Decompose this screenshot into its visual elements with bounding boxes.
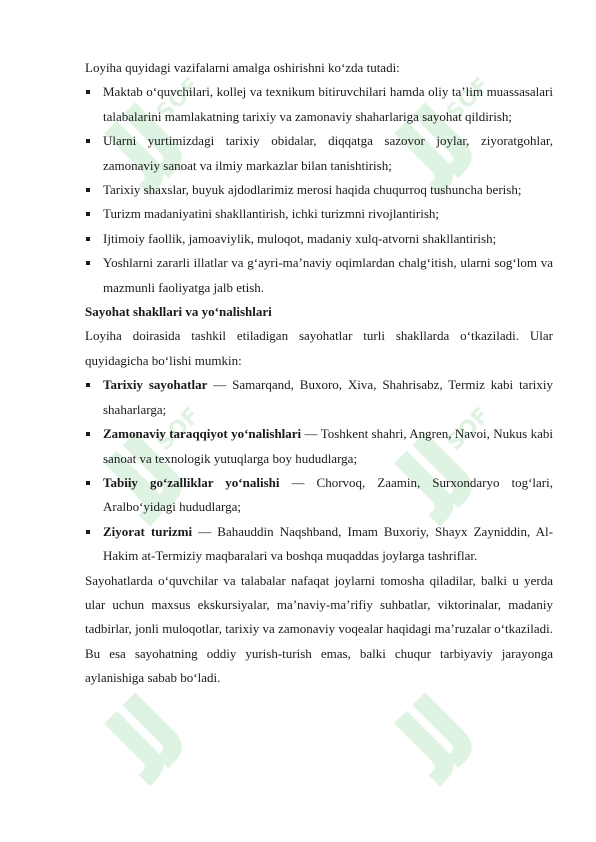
list-item — [85, 422, 553, 471]
section-intro-paragraph: Loyiha doirasida tashkil etiladigan sayohatlar turli shakllarda o‘tkaziladi. Ular quyidagicha bo‘lishi mumkin: — [85, 328, 553, 368]
task-list — [85, 80, 553, 300]
list-item-term: Tabiiy go‘zalliklar yo‘nalishi — [103, 474, 280, 490]
list-item-desc: — Toshkent shahri, Angren, Navoi, Nukus kabi sanoat va texnologik yutuqlarga boy hududlarga; — [103, 426, 553, 466]
list-item: Ijtimoiy faollik, jamoaviylik, muloqot, madaniy xulq-atvorni shakllantirish; — [85, 227, 553, 251]
watermark-text: SOF — [442, 403, 495, 456]
watermark-text: SOF — [442, 73, 495, 126]
intro-paragraph: Loyiha quyidagi vazifalarni amalga oshirishni ko‘zda tutadi: — [85, 60, 400, 75]
list-item: Tarixiy shaxslar, buyuk ajdodlarimiz merosi haqida chuqurroq tushuncha berish; — [85, 178, 553, 202]
list-item-term: Ziyorat turizmi — [103, 523, 193, 539]
list-item: Maktab o‘quvchilari, kollej va texnikum bitiruvchilari hamda oliy ta’lim muassasalari talabalarini mamlakatning tarixiy va zamonaviy shaharlariga sayohat qildirish; — [85, 80, 553, 129]
list-item-desc: — Samarqand, Buxoro, Xiva, Shahrisabz, Termiz kabi tarixiy shaharlarga; — [103, 377, 553, 417]
list-item: Ularni yurtimizdagi tarixiy obidalar, diqqatga sazovor joylar, ziyoratgohlar, zamonaviy sanoat va ilmiy markazlar bilan tanishtirish; — [85, 129, 553, 178]
list-item-desc: — Bahauddin Naqshband, Imam Buxoriy, Shayx Zayniddin, Al-Hakim at-Termiziy maqbaralari va boshqa muqaddas joylarga tashriflar. — [103, 523, 553, 564]
watermark-text: SOF — [152, 73, 205, 126]
watermark-text: SOF — [152, 403, 205, 456]
list-item: Yoshlarni zararli illatlar va g‘ayri-ma’naviy oqimlardan chalg‘itish, ularni sog‘lom va mazmunli faoliyatga jalb etish. — [85, 251, 553, 300]
section-heading: Sayohat shakllari va yo‘nalishlari — [85, 304, 272, 320]
document-body — [85, 56, 553, 691]
list-item — [85, 471, 553, 520]
forms-list — [85, 373, 553, 568]
list-item-term: Tarixiy sayohatlar — [103, 377, 208, 393]
list-item: Turizm madaniyatini shakllantirish, ichki turizmni rivojlantirish; — [85, 202, 553, 226]
list-item-term: Zamonaviy taraqqiyot yo‘nalishlari — [103, 426, 302, 442]
list-item — [85, 373, 553, 422]
list-item-desc: — Chorvoq, Zaamin, Surxondaryo tog‘lari, Aralbo‘yidagi hududlarga; — [103, 474, 553, 515]
list-item — [85, 520, 553, 569]
conclusion-paragraph: Sayohatlarda o‘quvchilar va talabalar nafaqat joylarni tomosha qiladilar, balki u yerda ular uchun maxsus ekskursiyalar, ma’naviy-ma’rifiy suhbatlar, viktorinalar, madaniy tadbirlar, jonli muloqotlar, tarixiy va zamonaviy voqealar haqidagi ma’ruzalar o‘tkaziladi. Bu esa sayohatning oddiy yurish-turish emas, balki chuqur tarbiyaviy jarayonga aylanishiga sabab bo‘ladi. — [85, 572, 553, 686]
